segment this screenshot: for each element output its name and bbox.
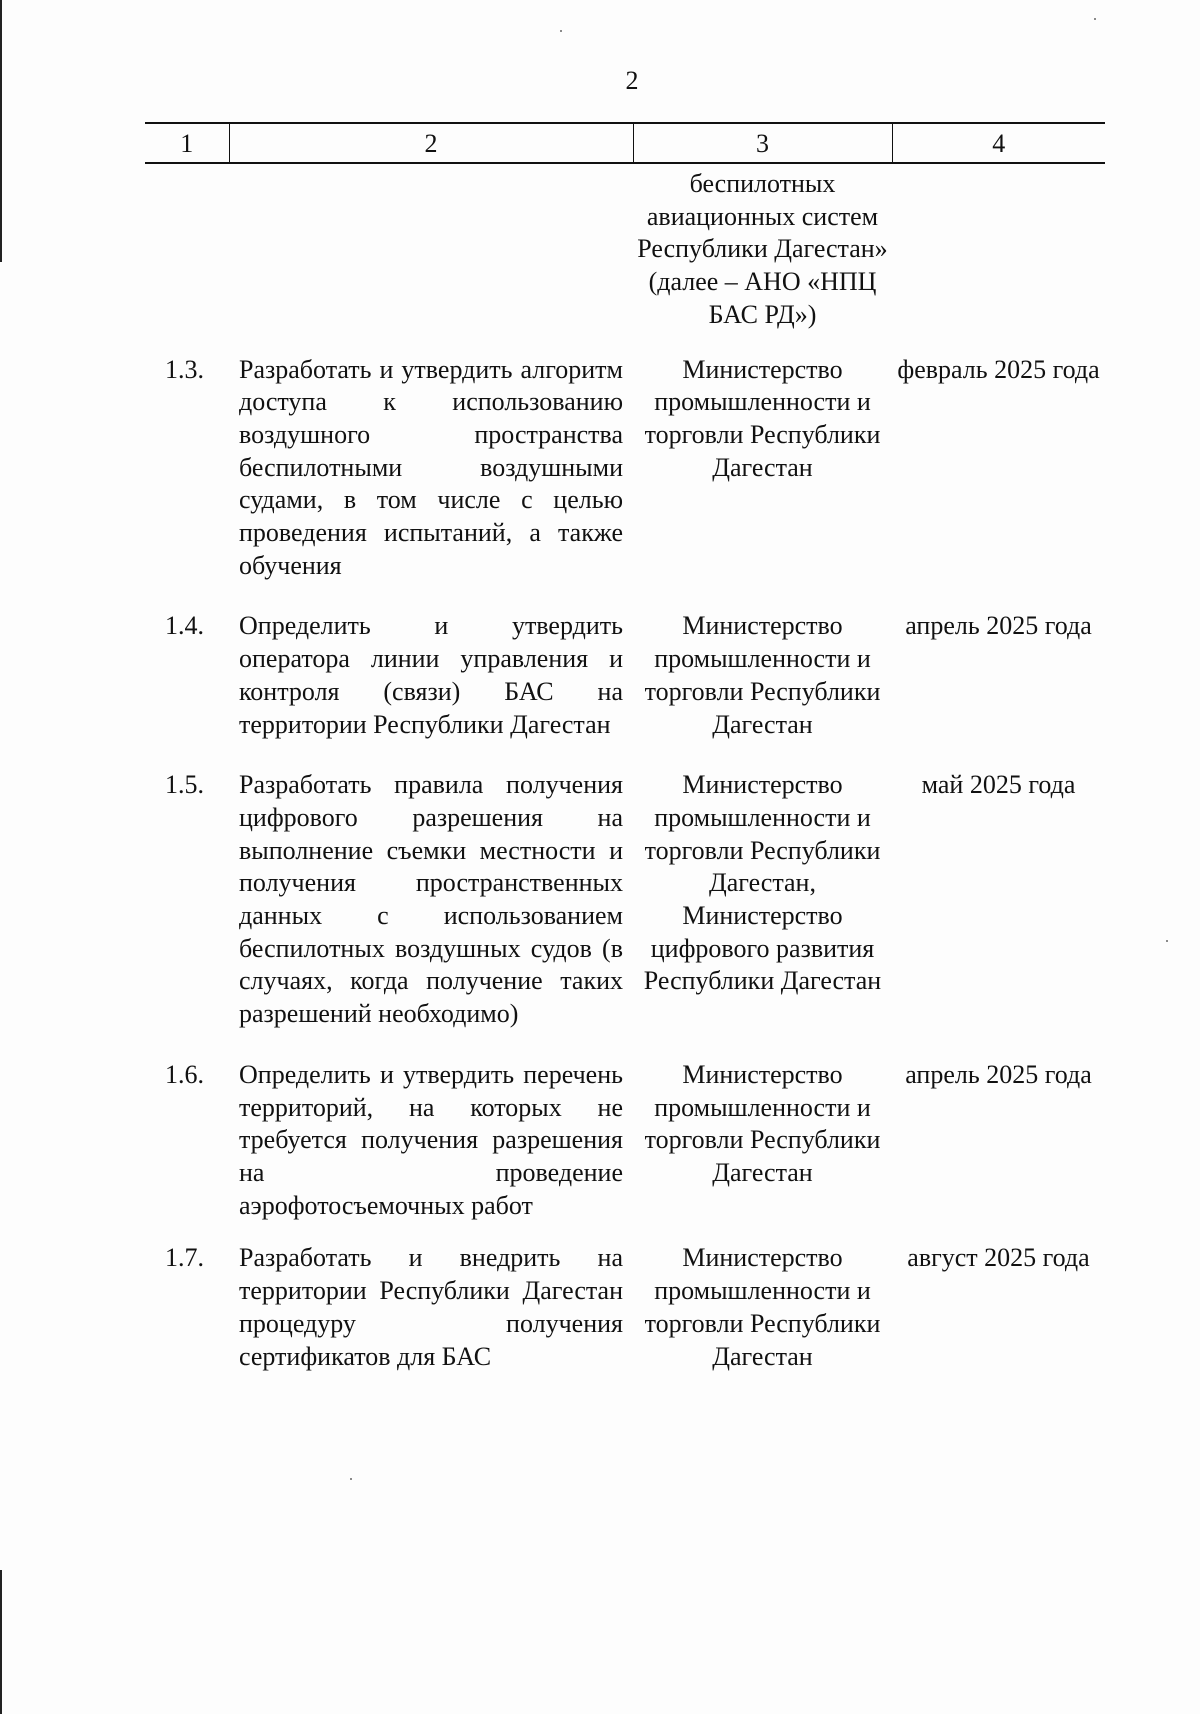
due-date-cell: февраль 2025 года	[897, 354, 1100, 384]
scan-edge-line	[0, 1570, 2, 1714]
table-row	[145, 741, 1105, 1031]
task-cell: Разработать и утвердить алгоритм доступа к использованию воздушного пространства беспилотными воздушными судами, в том числе с целью проведения испытаний, а также обучения	[239, 354, 623, 580]
task-cell: Определить и утвердить перечень территорий, на которых не требуется получения разрешения на проведение аэрофотосъемочных работ	[239, 1059, 623, 1220]
table-row-continuation	[145, 163, 1105, 332]
due-date-cell: май 2025 года	[921, 770, 1076, 800]
responsible-cell: Министерство промышленности и торговли Республики Дагестан, Министерство цифрового развития Республики Дагестан	[643, 770, 882, 996]
item-number: 1.6.	[165, 1059, 204, 1089]
responsible-cell: Министерство промышленности и торговли Республики Дагестан	[644, 354, 881, 482]
scan-speck	[350, 1478, 352, 1480]
page-number: 2	[625, 66, 639, 95]
item-number: 1.3.	[165, 354, 204, 384]
scan-edge-line	[0, 0, 2, 262]
responsible-cell: Министерство промышленности и торговли Республики Дагестан	[644, 611, 881, 739]
item-number: 1.5.	[165, 770, 204, 800]
scan-speck	[560, 30, 562, 32]
task-cell: Разработать правила получения цифрового разрешения на выполнение съемки местности и получения пространственных данных с использованием беспилотных воздушных судов (в случаях, когда получение таких разрешений необходимо)	[239, 770, 623, 1029]
due-date-cell: апрель 2025 года	[905, 611, 1092, 641]
table-row	[145, 1222, 1105, 1373]
table-row	[145, 1031, 1105, 1223]
item-number: 1.4.	[165, 611, 204, 641]
due-date-cell: август 2025 года	[907, 1243, 1090, 1273]
header-col-2: 2	[229, 123, 633, 163]
table-header	[145, 123, 1105, 163]
task-cell: Разработать и внедрить на территории Республики Дагестан процедуру получения сертификатов для БАС	[239, 1243, 623, 1371]
scan-speck	[1166, 940, 1168, 942]
responsible-cell: беспилотных авиационных систем Республики Дагестан» (далее – АНО «НПЦ БАС РД»)	[637, 169, 888, 329]
header-col-1: 1	[145, 123, 229, 163]
header-col-3: 3	[633, 123, 892, 163]
task-cell: Определить и утвердить оператора линии управления и контроля (связи) БАС на территории Республики Дагестан	[239, 611, 623, 739]
item-number: 1.7.	[165, 1243, 204, 1273]
due-date-cell: апрель 2025 года	[905, 1059, 1092, 1089]
scan-speck	[1094, 18, 1096, 20]
responsible-cell: Министерство промышленности и торговли Республики Дагестан	[644, 1243, 881, 1371]
table-row	[145, 582, 1105, 741]
table-row	[145, 332, 1105, 583]
action-plan-table	[145, 122, 1105, 1373]
header-col-4: 4	[892, 123, 1105, 163]
responsible-cell: Министерство промышленности и торговли Республики Дагестан	[644, 1059, 881, 1187]
